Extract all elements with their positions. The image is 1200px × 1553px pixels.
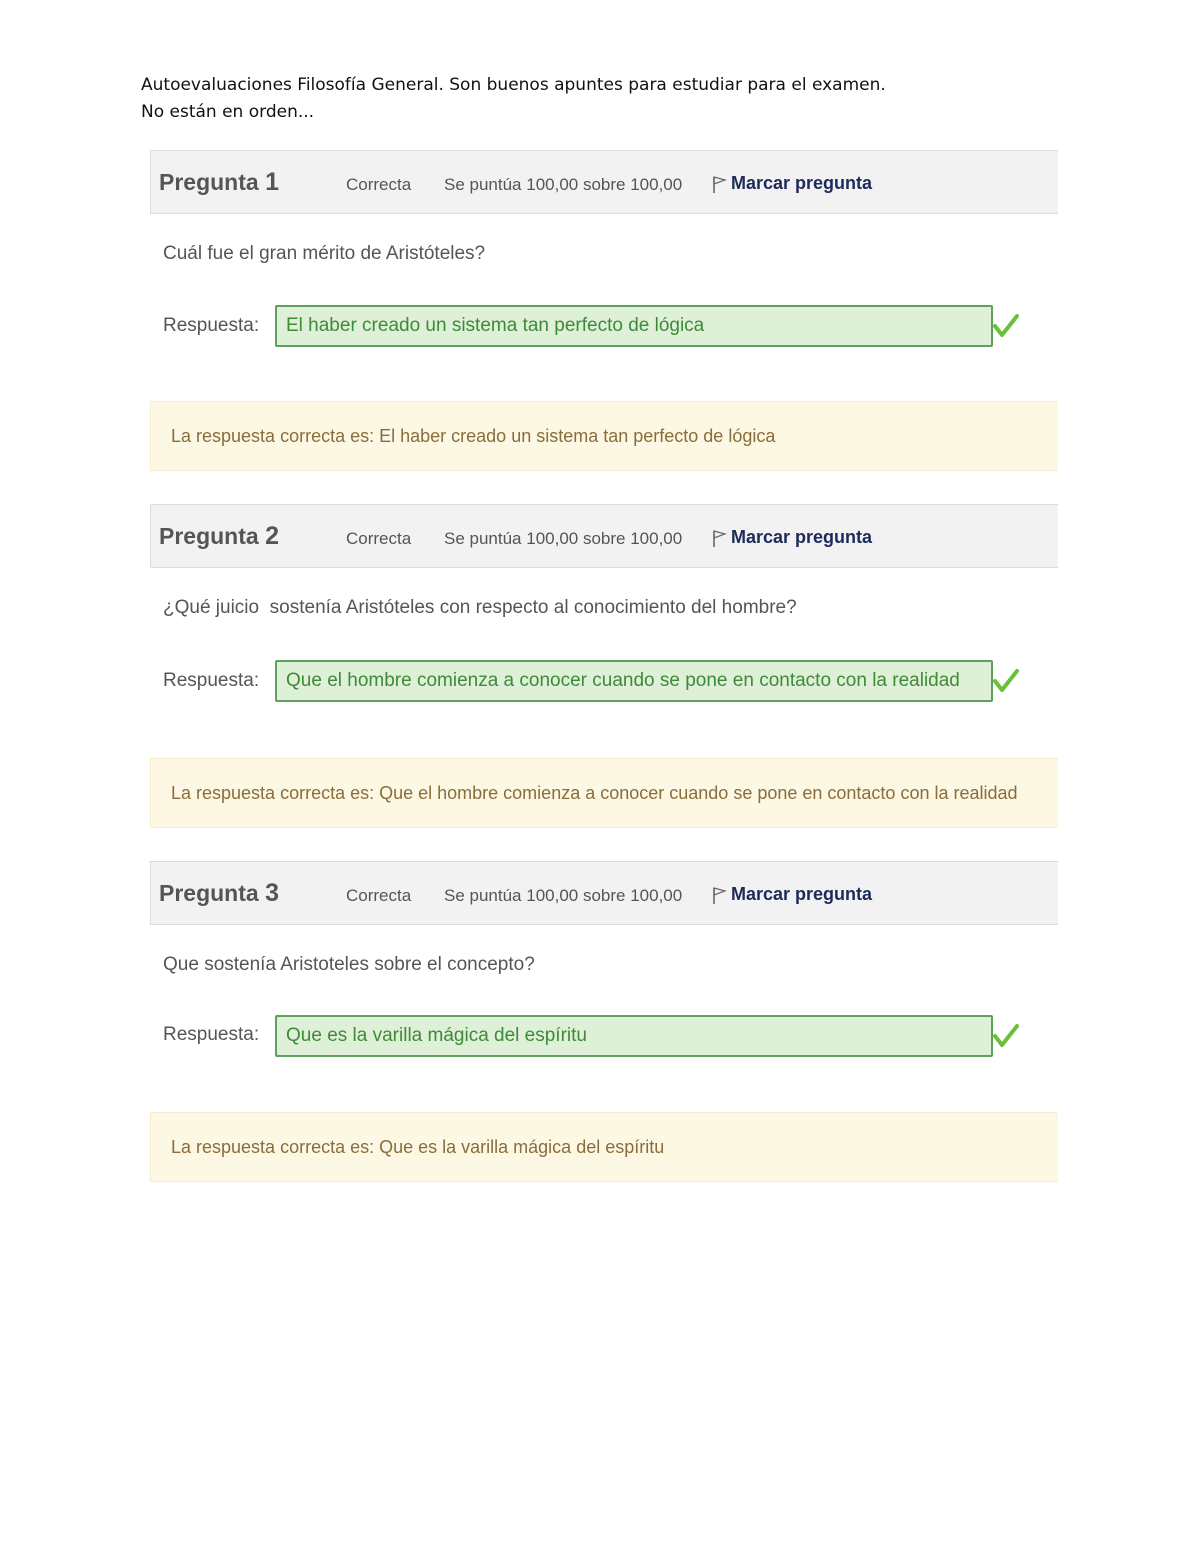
flag-label: Marcar pregunta (731, 173, 873, 193)
answer-field[interactable]: El haber creado un sistema tan perfecto de lógica (275, 305, 993, 347)
question-header (150, 150, 1058, 214)
question-grade: Se puntúa 100,00 sobre 100,00 (444, 529, 683, 548)
question-state: Correcta (346, 529, 412, 548)
question-number: Pregunta 3 (159, 879, 279, 907)
intro-line-2: No están en orden... (141, 102, 315, 122)
check-icon (993, 668, 1019, 694)
question-grade: Se puntúa 100,00 sobre 100,00 (444, 175, 683, 194)
flag-icon (711, 174, 727, 194)
question-number: Pregunta 1 (159, 168, 279, 196)
question-3 (150, 861, 1058, 1157)
question-header (150, 504, 1058, 568)
check-icon (993, 313, 1019, 339)
correct-answer-feedback: La respuesta correcta es: Que es la varilla mágica del espíritu (150, 1112, 1058, 1182)
question-state: Correcta (346, 175, 412, 194)
flag-question-link[interactable] (711, 527, 872, 548)
correct-answer-feedback: La respuesta correcta es: El haber creado un sistema tan perfecto de lógica (150, 401, 1058, 471)
answer-label: Respuesta: (163, 670, 260, 691)
flag-question-link[interactable] (711, 884, 872, 905)
check-icon (993, 1023, 1019, 1049)
question-2 (150, 504, 1058, 803)
intro-line-1: Autoevaluaciones Filosofía General. Son buenos apuntes para estudiar para el examen. (141, 75, 886, 95)
flag-label: Marcar pregunta (731, 527, 873, 547)
question-text: ¿Qué juicio sostenía Aristóteles con respecto al conocimiento del hombre? (163, 597, 797, 618)
question-text: Que sostenía Aristoteles sobre el concepto? (163, 954, 535, 975)
flag-icon (711, 885, 727, 905)
question-header (150, 861, 1058, 925)
question-state: Correcta (346, 886, 412, 905)
question-text: Cuál fue el gran mérito de Aristóteles? (163, 243, 486, 264)
correct-answer-feedback: La respuesta correcta es: Que el hombre comienza a conocer cuando se pone en contacto con la realidad (150, 758, 1058, 828)
answer-label: Respuesta: (163, 1024, 260, 1045)
answer-field[interactable]: Que el hombre comienza a conocer cuando se pone en contacto con la realidad (275, 660, 993, 702)
flag-icon (711, 528, 727, 548)
question-grade: Se puntúa 100,00 sobre 100,00 (444, 886, 683, 905)
question-number: Pregunta 2 (159, 522, 279, 550)
intro-text (141, 72, 886, 126)
answer-label: Respuesta: (163, 315, 260, 336)
flag-question-link[interactable] (711, 173, 872, 194)
answer-field[interactable]: Que es la varilla mágica del espíritu (275, 1015, 993, 1057)
flag-label: Marcar pregunta (731, 884, 873, 904)
question-1 (150, 150, 1058, 446)
